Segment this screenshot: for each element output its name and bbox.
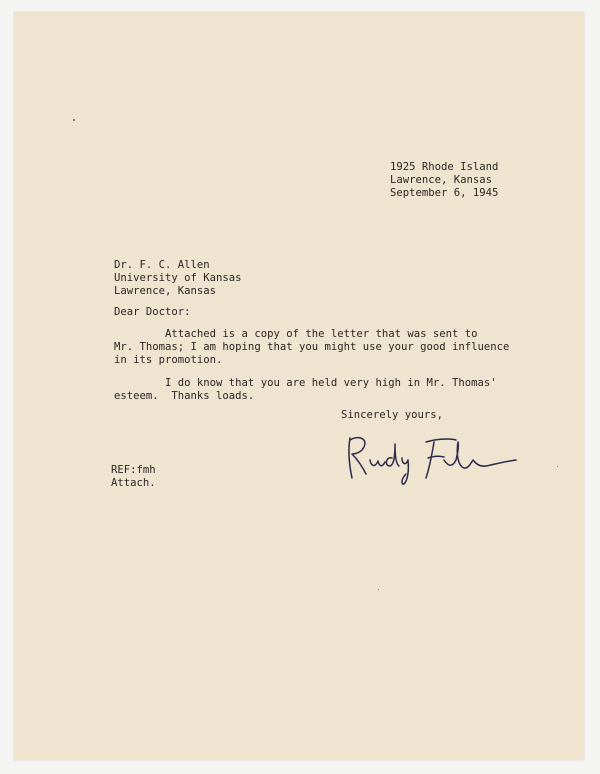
salutation: Dear Doctor: (114, 306, 191, 318)
body-line: Attached is a copy of the letter that was sent to (114, 328, 478, 340)
handwritten-signature (340, 430, 520, 490)
body-line: esteem. Thanks loads. (114, 390, 255, 402)
sender-address-line: Lawrence, Kansas (390, 174, 493, 186)
letter-date: September 6, 1945 (390, 187, 499, 199)
body-paragraph-2 (114, 377, 497, 403)
reference-initials (111, 464, 156, 490)
recipient-line: University of Kansas (114, 272, 242, 284)
body-paragraph-1 (114, 328, 509, 367)
sender-address-line: 1925 Rhode Island (390, 161, 499, 173)
enclosure-note: Attach. (111, 477, 156, 489)
recipient-address (114, 259, 242, 298)
closing: Sincerely yours, (341, 409, 444, 421)
recipient-line: Lawrence, Kansas (114, 285, 217, 297)
sender-address (390, 161, 498, 200)
reference-line: REF:fmh (111, 464, 156, 476)
body-line: I do know that you are held very high in Mr. Thomas' (114, 377, 497, 389)
body-line: Mr. Thomas; I am hoping that you might use your good influence (114, 341, 510, 353)
paper-speck (73, 119, 75, 121)
recipient-line: Dr. F. C. Allen (114, 259, 210, 271)
body-line: in its promotion. (114, 354, 223, 366)
paper-speck (557, 466, 558, 467)
paper-speck (378, 589, 379, 590)
